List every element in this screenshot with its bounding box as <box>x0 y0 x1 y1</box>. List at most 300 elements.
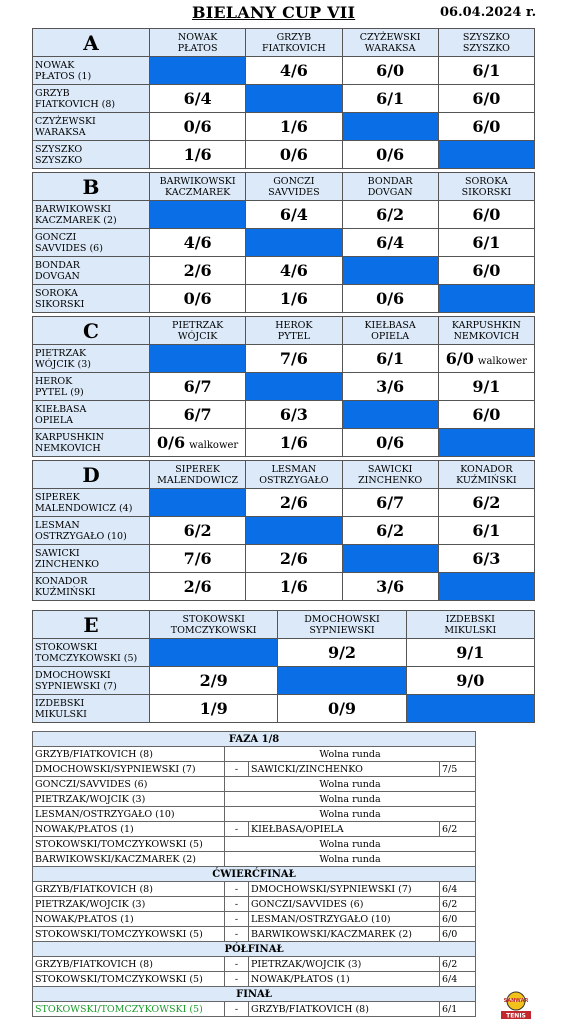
blocked-cell <box>342 545 438 573</box>
match-result: 6/1 <box>440 1002 476 1017</box>
table-row <box>33 229 535 257</box>
score: 4/6 <box>279 61 308 80</box>
row-header <box>33 257 150 285</box>
match-separator: - <box>225 897 249 912</box>
score: 1/9 <box>199 699 228 718</box>
match-row <box>33 837 476 852</box>
row-header-line: PŁATOS (1) <box>35 70 92 82</box>
score: 6/4 <box>279 205 308 224</box>
score: 6/7 <box>183 405 212 424</box>
match-result: 6/0 <box>440 912 476 927</box>
group-table-c <box>32 316 535 457</box>
row-header-line: SIKORSKI <box>35 298 85 310</box>
column-header-line: NOWAK <box>177 31 218 43</box>
score-cell <box>246 57 342 85</box>
team-b: BARWIKOWSKI/KACZMAREK (2) <box>249 927 440 942</box>
row-header-line: STOKOWSKI <box>35 641 98 653</box>
column-header <box>278 611 406 639</box>
row-header-line: PIETRZAK <box>35 347 87 359</box>
group-letter: D <box>33 461 150 489</box>
score: 7/6 <box>183 549 212 568</box>
logo-bottom-text: TENIS <box>506 1012 526 1020</box>
bye-label: Wolna runda <box>225 792 476 807</box>
row-header <box>33 573 150 601</box>
score-cell <box>342 201 438 229</box>
score-cell <box>438 257 534 285</box>
column-header-line: KUŹMIŃSKI <box>456 474 517 486</box>
row-header <box>33 429 150 457</box>
table-row <box>33 257 535 285</box>
team-b: DMOCHOWSKI/SYPNIEWSKI (7) <box>249 882 440 897</box>
match-result: 6/0 <box>440 927 476 942</box>
table-row <box>33 667 535 695</box>
team-b: SAWICKI/ZINCHENKO <box>249 762 440 777</box>
blocked-cell <box>150 639 278 667</box>
score-cell <box>150 141 246 169</box>
row-header-line: MIKULSKI <box>35 708 87 720</box>
team-b: KIEŁBASA/OPIELA <box>249 822 440 837</box>
score-cell <box>438 545 534 573</box>
score: 9/1 <box>456 643 485 662</box>
score-cell <box>150 113 246 141</box>
score-cell <box>342 345 438 373</box>
row-header-line: PYTEL (9) <box>35 386 84 398</box>
column-header <box>150 461 246 489</box>
group-letter: E <box>33 611 150 639</box>
row-header-line: OSTRZYGAŁO (10) <box>35 530 127 542</box>
column-header-line: PYTEL <box>277 330 310 342</box>
score: 7/6 <box>279 349 308 368</box>
score-cell <box>342 573 438 601</box>
row-header-line: ZINCHENKO <box>35 558 100 570</box>
score: 0/6 <box>376 433 405 452</box>
score: 6/0 <box>472 89 501 108</box>
score-cell <box>278 639 406 667</box>
score: 3/6 <box>376 577 405 596</box>
column-header-line: MALENDOWICZ <box>157 474 239 486</box>
score: 6/2 <box>376 521 405 540</box>
event-date: 06.04.2024 r. <box>440 5 537 20</box>
row-header-line: SIPEREK <box>35 491 80 503</box>
group-table-b <box>32 172 535 313</box>
table-row <box>33 573 535 601</box>
team-a: PIETRZAK/WOJCIK (3) <box>33 897 225 912</box>
score-cell <box>438 85 534 113</box>
column-header <box>246 173 342 201</box>
match-row <box>33 807 476 822</box>
row-header <box>33 639 150 667</box>
row-header-line: KUŹMIŃSKI <box>35 586 96 598</box>
score: 9/1 <box>472 377 501 396</box>
score-cell <box>246 257 342 285</box>
team-a: BARWIKOWSKI/KACZMAREK (2) <box>33 852 225 867</box>
blocked-cell <box>150 489 246 517</box>
blocked-cell <box>246 517 342 545</box>
score: 4/6 <box>183 233 212 252</box>
table-row <box>33 201 535 229</box>
logo-top-text: SANWAR <box>503 998 529 1004</box>
column-header-line: HEROK <box>275 319 313 331</box>
row-header <box>33 57 150 85</box>
table-row <box>33 285 535 313</box>
score-cell <box>342 489 438 517</box>
bye-label: Wolna runda <box>225 837 476 852</box>
score-cell <box>246 201 342 229</box>
row-header-line: SZYSZKO <box>35 154 83 166</box>
table-row <box>33 401 535 429</box>
column-header-line: OPIELA <box>371 330 410 342</box>
row-header <box>33 201 150 229</box>
row-header <box>33 345 150 373</box>
column-header <box>342 461 438 489</box>
team-a: STOKOWSKI/TOMCZYKOWSKI (5) <box>33 1002 225 1017</box>
score-cell <box>150 401 246 429</box>
table-row <box>33 141 535 169</box>
blocked-cell <box>150 57 246 85</box>
row-header <box>33 667 150 695</box>
column-header <box>438 461 534 489</box>
blocked-cell <box>438 141 534 169</box>
score-cell <box>150 85 246 113</box>
column-header-line: BARWIKOWSKI <box>159 175 236 187</box>
row-header <box>33 141 150 169</box>
score-cell <box>342 229 438 257</box>
score: 1/6 <box>279 117 308 136</box>
score-cell <box>150 695 278 723</box>
score-cell <box>438 229 534 257</box>
column-header-line: DMOCHOWSKI <box>304 613 380 625</box>
blocked-cell <box>342 401 438 429</box>
page-title: BIELANY CUP VII <box>192 3 356 22</box>
column-header-line: BONDAR <box>367 175 413 187</box>
column-header <box>438 29 534 57</box>
score-cell <box>246 573 342 601</box>
column-header <box>150 611 278 639</box>
score-cell <box>246 401 342 429</box>
row-header-line: BARWIKOWSKI <box>35 203 112 215</box>
score-cell <box>246 141 342 169</box>
team-b: PIETRZAK/WOJCIK (3) <box>249 957 440 972</box>
column-header-line: FIATKOVICH <box>262 42 326 54</box>
score-cell <box>438 401 534 429</box>
row-header <box>33 489 150 517</box>
match-result: 7/5 <box>440 762 476 777</box>
team-b: GONCZI/SAVVIDES (6) <box>249 897 440 912</box>
column-header-line: GONCZI <box>273 175 315 187</box>
row-header-line: NOWAK <box>35 59 75 71</box>
score: 6/1 <box>376 89 405 108</box>
bye-label: Wolna runda <box>225 807 476 822</box>
score: 9/2 <box>327 643 357 662</box>
score: 6/1 <box>472 61 501 80</box>
row-header-line: HEROK <box>35 375 73 387</box>
score: 2/6 <box>183 261 212 280</box>
group-table-e <box>32 610 535 723</box>
phase-row <box>33 867 476 882</box>
match-row <box>33 777 476 792</box>
table-row <box>33 57 535 85</box>
group-letter: C <box>33 317 150 345</box>
row-header-line: KIEŁBASA <box>35 403 87 415</box>
row-header <box>33 373 150 401</box>
row-header-line: KACZMAREK (2) <box>35 214 117 226</box>
score-cell <box>246 545 342 573</box>
table-row <box>33 113 535 141</box>
score-cell <box>342 57 438 85</box>
phase-title: FINAŁ <box>33 987 476 1002</box>
column-header-line: DOVGAN <box>367 186 413 198</box>
column-header-line: WARAKSA <box>364 42 416 54</box>
row-header-line: GRZYB <box>35 87 70 99</box>
table-row <box>33 695 535 723</box>
row-header-line: OPIELA <box>35 414 74 426</box>
row-header-line: KONADOR <box>35 575 88 587</box>
table-row <box>33 345 535 373</box>
score: 6/0 <box>472 261 501 280</box>
row-header-line: SZYSZKO <box>35 143 83 155</box>
row-header-line: TOMCZYKOWSKI (5) <box>35 652 138 664</box>
blocked-cell <box>246 373 342 401</box>
match-result: 6/4 <box>440 972 476 987</box>
team-a: GRZYB/FIATKOVICH (8) <box>33 747 225 762</box>
score-cell <box>438 345 534 373</box>
score-note: walkower <box>189 440 239 451</box>
blocked-cell <box>246 229 342 257</box>
column-header-line: KACZMAREK <box>165 186 231 198</box>
score-cell <box>246 429 342 457</box>
match-row <box>33 897 476 912</box>
score-cell <box>342 517 438 545</box>
score-cell <box>150 545 246 573</box>
score-cell <box>150 229 246 257</box>
column-header <box>438 173 534 201</box>
score-cell <box>438 489 534 517</box>
column-header-line: SZYSZKO <box>462 42 510 54</box>
row-header-line: DMOCHOWSKI <box>35 669 111 681</box>
team-a: GONCZI/SAVVIDES (6) <box>33 777 225 792</box>
row-header <box>33 517 150 545</box>
group-letter: A <box>33 29 150 57</box>
blocked-cell <box>342 257 438 285</box>
row-header-line: SAVVIDES (6) <box>35 242 103 254</box>
column-header-line: SAVVIDES <box>268 186 320 198</box>
column-header <box>342 173 438 201</box>
match-result: 6/2 <box>440 822 476 837</box>
score: 2/6 <box>183 577 212 596</box>
row-header-line: CZYŻEWSKI <box>35 115 96 127</box>
score: 0/6 <box>183 117 212 136</box>
column-header-line: SZYSZKO <box>462 31 510 43</box>
column-header <box>406 611 534 639</box>
column-header-line: OSTRZYGAŁO <box>259 474 329 486</box>
column-header-line: SIKORSKI <box>461 186 512 198</box>
score: 6/0 <box>472 117 501 136</box>
score: 6/4 <box>376 233 405 252</box>
score-cell <box>438 201 534 229</box>
score-cell <box>438 57 534 85</box>
match-separator: - <box>225 762 249 777</box>
group-table-a <box>32 28 535 169</box>
phase-row <box>33 987 476 1002</box>
match-result: 6/4 <box>440 882 476 897</box>
column-header-line: KARPUSHKIN <box>451 319 521 331</box>
team-a: PIETRZAK/WOJCIK (3) <box>33 792 225 807</box>
score-cell <box>246 489 342 517</box>
match-separator: - <box>225 912 249 927</box>
match-row <box>33 792 476 807</box>
blocked-cell <box>438 429 534 457</box>
score-cell <box>342 85 438 113</box>
table-row <box>33 545 535 573</box>
score: 6/2 <box>183 521 212 540</box>
score: 6/1 <box>472 521 501 540</box>
team-a: STOKOWSKI/TOMCZYKOWSKI (5) <box>33 927 225 942</box>
bye-label: Wolna runda <box>225 777 476 792</box>
match-row <box>33 957 476 972</box>
score-cell <box>438 517 534 545</box>
score-cell <box>438 113 534 141</box>
score-cell <box>342 429 438 457</box>
score-cell <box>406 639 534 667</box>
column-header-line: STOKOWSKI <box>182 613 245 625</box>
group-table-d <box>32 460 535 601</box>
phase-title: FAZA 1/8 <box>33 732 476 747</box>
column-header-line: SAWICKI <box>367 463 413 475</box>
team-a: DMOCHOWSKI/SYPNIEWSKI (7) <box>33 762 225 777</box>
row-header-line: MALENDOWICZ (4) <box>35 502 133 514</box>
column-header <box>246 29 342 57</box>
blocked-cell <box>246 85 342 113</box>
score: 2/6 <box>279 493 308 512</box>
row-header <box>33 229 150 257</box>
row-header-line: NEMKOVICH <box>35 442 101 454</box>
tennis-logo <box>497 990 535 1020</box>
table-row <box>33 429 535 457</box>
bye-label: Wolna runda <box>225 747 476 762</box>
match-result: 6/2 <box>440 957 476 972</box>
row-header-line: SAWICKI <box>35 547 80 559</box>
score: 6/4 <box>183 89 212 108</box>
score-cell <box>150 373 246 401</box>
team-a: STOKOWSKI/TOMCZYKOWSKI (5) <box>33 972 225 987</box>
score: 0/6 <box>183 289 212 308</box>
team-b: GRZYB/FIATKOVICH (8) <box>249 1002 440 1017</box>
column-header-line: KIEŁBASA <box>364 319 416 331</box>
column-header <box>150 317 246 345</box>
score-cell <box>150 517 246 545</box>
match-row <box>33 747 476 762</box>
match-separator: - <box>225 882 249 897</box>
score: 2/6 <box>279 549 308 568</box>
team-a: STOKOWSKI/TOMCZYKOWSKI (5) <box>33 837 225 852</box>
row-header-line: FIATKOVICH (8) <box>35 98 116 110</box>
column-header-line: PIETRZAK <box>172 319 224 331</box>
score: 6/0 <box>472 205 501 224</box>
score: 6/1 <box>472 233 501 252</box>
team-a: GRZYB/FIATKOVICH (8) <box>33 882 225 897</box>
match-row <box>33 822 476 837</box>
match-separator: - <box>225 972 249 987</box>
score: 6/2 <box>376 205 405 224</box>
column-header <box>150 173 246 201</box>
match-separator: - <box>225 957 249 972</box>
knockout-table <box>32 731 476 1017</box>
team-a: NOWAK/PŁATOS (1) <box>33 912 225 927</box>
score-cell <box>246 113 342 141</box>
score: 1/6 <box>279 577 308 596</box>
column-header <box>246 461 342 489</box>
row-header <box>33 545 150 573</box>
column-header <box>246 317 342 345</box>
column-header <box>342 29 438 57</box>
score: 6/0 <box>472 405 501 424</box>
score-cell <box>278 695 406 723</box>
row-header <box>33 85 150 113</box>
row-header-line: KARPUSHKIN <box>35 431 104 443</box>
score-cell <box>342 373 438 401</box>
column-header-line: IZDEBSKI <box>445 613 495 625</box>
score: 1/6 <box>183 145 212 164</box>
score: 0/6 <box>376 145 405 164</box>
column-header-line: SYPNIEWSKI <box>309 624 375 636</box>
match-row <box>33 912 476 927</box>
score: 1/6 <box>279 289 308 308</box>
score-cell <box>150 573 246 601</box>
row-header-line: WARAKSA <box>35 126 86 138</box>
score: 6/7 <box>183 377 212 396</box>
blocked-cell <box>438 573 534 601</box>
phase-row <box>33 942 476 957</box>
row-header <box>33 401 150 429</box>
table-row <box>33 489 535 517</box>
column-header-line: MIKULSKI <box>444 624 497 636</box>
match-row <box>33 1002 476 1017</box>
score: 4/6 <box>279 261 308 280</box>
match-result: 6/2 <box>440 897 476 912</box>
blocked-cell <box>150 345 246 373</box>
bye-label: Wolna runda <box>225 852 476 867</box>
score: 1/6 <box>279 433 308 452</box>
match-separator: - <box>225 927 249 942</box>
table-row <box>33 85 535 113</box>
column-header-line: PŁATOS <box>177 42 218 54</box>
score-note: walkower <box>477 356 527 367</box>
score: 0/9 <box>327 699 357 718</box>
score: 6/1 <box>376 349 405 368</box>
column-header-line: ZINCHENKO <box>358 474 423 486</box>
table-row <box>33 517 535 545</box>
score-cell <box>246 285 342 313</box>
score: 2/9 <box>199 671 228 690</box>
phase-title: PÓŁFINAŁ <box>33 942 476 957</box>
score: 6/2 <box>472 493 501 512</box>
score: 6/0 <box>445 349 474 368</box>
score: 0/6 <box>279 145 308 164</box>
score-cell <box>150 285 246 313</box>
row-header-line: DOVGAN <box>35 270 80 282</box>
score-cell <box>342 285 438 313</box>
column-header <box>150 29 246 57</box>
column-header-line: SIPEREK <box>175 463 221 475</box>
score-cell <box>342 141 438 169</box>
team-b: NOWAK/PŁATOS (1) <box>249 972 440 987</box>
score-cell <box>438 373 534 401</box>
row-header-line: SYPNIEWSKI (7) <box>35 680 117 692</box>
column-header-line: NEMKOVICH <box>453 330 520 342</box>
score-cell <box>150 257 246 285</box>
blocked-cell <box>150 201 246 229</box>
column-header-line: SOROKA <box>464 175 508 187</box>
